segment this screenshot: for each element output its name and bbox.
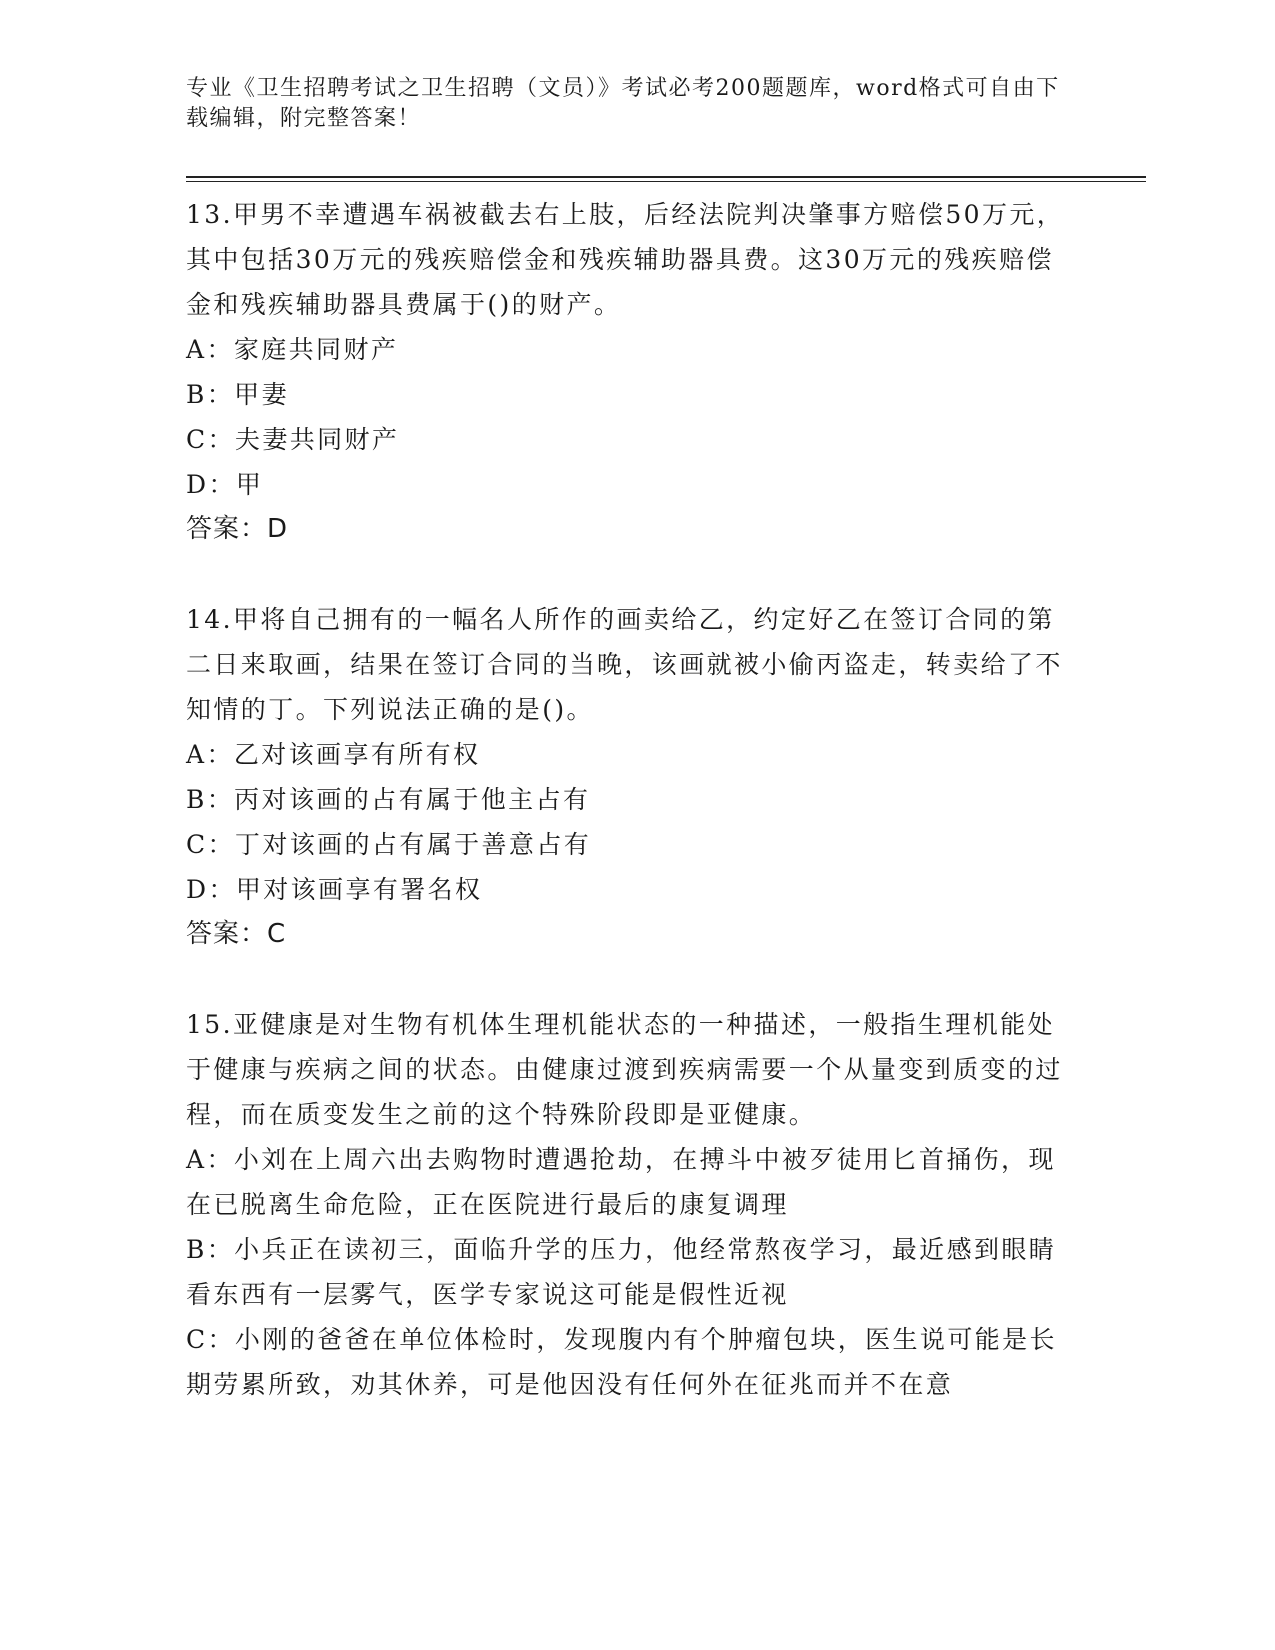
question-list xyxy=(186,192,1066,1407)
option-a: A：家庭共同财产 xyxy=(186,335,399,364)
question-14 xyxy=(186,597,1066,957)
question-stem: 15.亚健康是对生物有机体生理机能状态的一种描述，一般指生理机能处于健康与疾病之间的状态。由健康过渡到疾病需要一个从量变到质变的过程，而在质变发生之前的这个特殊阶段即是亚健康。 xyxy=(186,1010,1063,1129)
option-b: B：丙对该画的占有属于他主占有 xyxy=(186,785,591,814)
option-a: A：乙对该画享有所有权 xyxy=(186,740,481,769)
option-d: D：甲对该画享有署名权 xyxy=(186,875,483,904)
option-c: C：小刚的爸爸在单位体检时，发现腹内有个肿瘤包块，医生说可能是长期劳累所致，劝其休养，可是他因没有任何外在征兆而并不在意 xyxy=(186,1325,1057,1399)
option-c: C：夫妻共同财产 xyxy=(186,425,400,454)
answer: 答案：D xyxy=(186,514,289,544)
option-d: D：甲 xyxy=(186,470,264,499)
question-13 xyxy=(186,192,1066,552)
question-gap xyxy=(186,957,1066,1002)
option-c: C：丁对该画的占有属于善意占有 xyxy=(186,830,592,859)
option-a: A：小刘在上周六出去购物时遭遇抢劫，在搏斗中被歹徒用匕首捅伤，现在已脱离生命危险，正在医院进行最后的康复调理 xyxy=(186,1145,1056,1219)
question-stem: 13.甲男不幸遭遇车祸被截去右上肢，后经法院判决肇事方赔偿50万元，其中包括30万元的残疾赔偿金和残疾辅助器具费。这30万元的残疾赔偿金和残疾辅助器具费属于()的财产。 xyxy=(186,200,1065,319)
question-15 xyxy=(186,1002,1066,1407)
header-divider-thin xyxy=(186,181,1146,182)
document-header: 专业《卫生招聘考试之卫生招聘（文员）》考试必考200题题库，word格式可自由下载编辑，附完整答案！ xyxy=(186,76,1060,131)
answer: 答案：C xyxy=(186,919,287,949)
question-stem: 14.甲将自己拥有的一幅名人所作的画卖给乙，约定好乙在签订合同的第二日来取画，结果在签订合同的当晚，该画就被小偷丙盗走，转卖给了不知情的丁。下列说法正确的是()。 xyxy=(186,605,1063,724)
header-divider-thick xyxy=(186,176,1146,178)
question-gap xyxy=(186,552,1066,597)
option-b: B：小兵正在读初三，面临升学的压力，他经常熬夜学习，最近感到眼睛看东西有一层雾气，医学专家说这可能是假性近视 xyxy=(186,1235,1057,1309)
option-b: B：甲妻 xyxy=(186,380,289,409)
